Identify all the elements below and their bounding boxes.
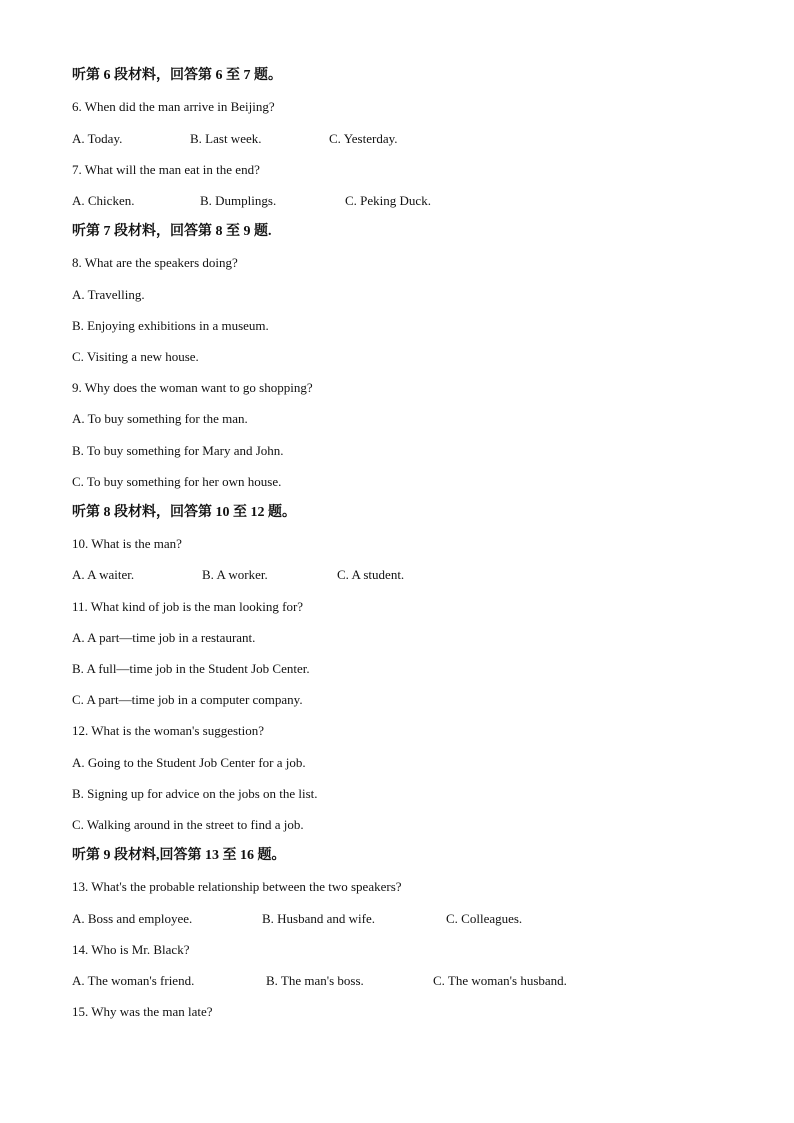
question-text: 8. What are the speakers doing? <box>72 255 238 270</box>
option: C. Visiting a new house. <box>72 349 199 364</box>
option: B. Husband and wife. <box>262 911 376 926</box>
option: C. A student. <box>337 567 405 582</box>
section-heading: 听第 8 段材料，回答第 10 至 12 题。 <box>72 505 296 520</box>
option: C. To buy something for her own house. <box>72 474 282 489</box>
option: B. A worker. <box>202 567 268 582</box>
options-row <box>72 973 722 989</box>
option: C. A part—time job in a computer company. <box>72 692 303 707</box>
option: A. A waiter. <box>72 567 135 582</box>
section-heading: 听第 7 段材料，回答第 8 至 9 题. <box>72 224 272 239</box>
option: A. Chicken. <box>72 193 135 208</box>
option: A. To buy something for the man. <box>72 411 248 426</box>
option: A. Going to the Student Job Center for a job. <box>72 755 306 770</box>
option: C. Walking around in the street to find a job. <box>72 817 304 832</box>
option: B. The man's boss. <box>266 973 364 988</box>
option: A. The woman's friend. <box>72 973 195 988</box>
option: B. Signing up for advice on the jobs on the list. <box>72 786 318 801</box>
question-text: 6. When did the man arrive in Beijing? <box>72 99 275 114</box>
option: B. Enjoying exhibitions in a museum. <box>72 318 269 333</box>
option: B. Last week. <box>190 131 262 146</box>
question-text: 10. What is the man? <box>72 536 182 551</box>
option: C. Yesterday. <box>329 131 398 146</box>
option: C. Colleagues. <box>446 911 523 926</box>
section-heading: 听第 6 段材料，回答第 6 至 7 题。 <box>72 68 282 83</box>
options-row <box>72 131 722 147</box>
option: B. Dumplings. <box>200 193 277 208</box>
options-row <box>72 567 722 583</box>
question-text: 12. What is the woman's suggestion? <box>72 723 265 738</box>
option: A. Boss and employee. <box>72 911 193 926</box>
option: A. Today. <box>72 131 123 146</box>
question-text: 7. What will the man eat in the end? <box>72 162 260 177</box>
option: A. A part—time job in a restaurant. <box>72 630 256 645</box>
options-row <box>72 193 722 209</box>
question-text: 15. Why was the man late? <box>72 1004 213 1019</box>
option: B. To buy something for Mary and John. <box>72 443 284 458</box>
option: B. A full—time job in the Student Job Center. <box>72 661 310 676</box>
question-text: 13. What's the probable relationship between the two speakers? <box>72 879 402 894</box>
options-row <box>72 911 722 927</box>
option: C. The woman's husband. <box>433 973 567 988</box>
question-text: 14. Who is Mr. Black? <box>72 942 190 957</box>
option: A. Travelling. <box>72 287 145 302</box>
question-text: 9. Why does the woman want to go shopping? <box>72 380 313 395</box>
section-heading: 听第 9 段材料,回答第 13 至 16 题。 <box>72 848 286 863</box>
option: C. Peking Duck. <box>345 193 431 208</box>
question-text: 11. What kind of job is the man looking for? <box>72 599 304 614</box>
